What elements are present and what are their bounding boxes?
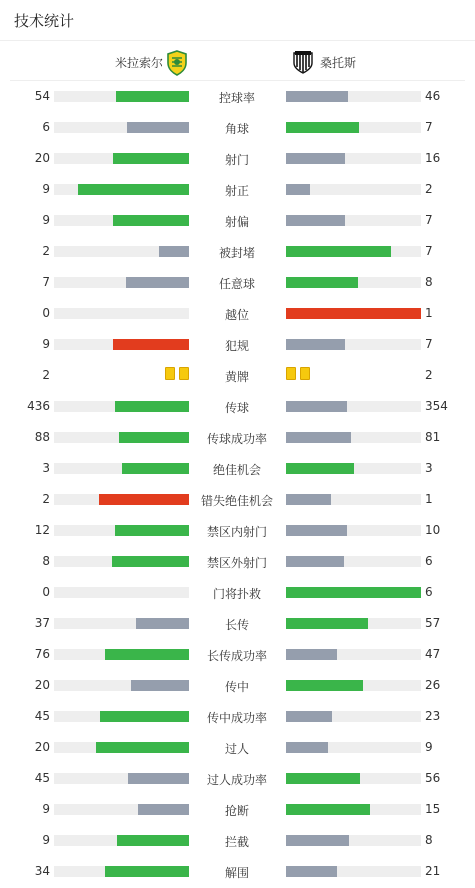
home-stat-bar-track	[54, 184, 189, 195]
yellow-card-icon	[165, 367, 175, 380]
away-team-name: 桑托斯	[320, 56, 357, 70]
away-stat-bar-fill	[286, 184, 310, 195]
yellow-card-icon	[286, 367, 296, 380]
away-stat-bar-track	[286, 432, 421, 443]
title-divider	[0, 40, 475, 41]
stat-label: 绝佳机会	[212, 463, 261, 477]
home-stat-bar-track	[54, 122, 189, 133]
home-stat-bar-fill	[127, 122, 189, 133]
home-stat-bar-fill	[113, 339, 189, 350]
home-stat-bar-track	[54, 773, 189, 784]
away-stat-value: 46	[425, 89, 441, 103]
home-stat-bar-track	[54, 463, 189, 474]
away-stat-value: 8	[425, 833, 433, 847]
away-stat-bar-track	[286, 463, 421, 474]
home-stat-bar-fill	[113, 153, 189, 164]
home-stat-value: 8	[42, 554, 50, 568]
home-stat-bar-track	[54, 680, 189, 691]
home-stat-value: 45	[34, 771, 50, 785]
home-stat-bar-track	[54, 525, 189, 536]
stat-label: 长传	[224, 618, 249, 632]
home-stat-bar-track	[54, 401, 189, 412]
home-stat-bar-fill	[117, 835, 189, 846]
home-stat-value: 2	[42, 244, 50, 258]
away-stat-value: 10	[425, 523, 441, 537]
away-stat-bar-fill	[286, 618, 368, 629]
stat-label: 越位	[224, 308, 249, 322]
stat-row	[0, 453, 475, 484]
stat-row	[0, 81, 475, 112]
away-stat-bar-track	[286, 680, 421, 691]
stat-row	[0, 639, 475, 670]
home-stat-value: 436	[27, 399, 50, 413]
away-stat-bar-fill	[286, 246, 391, 257]
stat-label: 传球成功率	[206, 432, 267, 446]
away-stat-bar-track	[286, 494, 421, 505]
home-stat-value: 9	[42, 833, 50, 847]
home-stat-value: 88	[34, 430, 50, 444]
away-stat-bar-fill	[286, 153, 345, 164]
stats-list	[0, 81, 475, 887]
home-stat-value: 0	[42, 585, 50, 599]
stat-row	[0, 391, 475, 422]
away-stat-value: 6	[425, 585, 433, 599]
stat-label: 传中	[224, 680, 249, 694]
away-stat-bar-fill	[286, 525, 347, 536]
home-stat-bar-fill	[119, 432, 189, 443]
away-stat-bar-track	[286, 525, 421, 536]
home-stat-bar-track	[54, 618, 189, 629]
away-stat-bar-track	[286, 711, 421, 722]
away-stat-bar-fill	[286, 432, 351, 443]
stat-label: 解围	[224, 866, 249, 880]
away-stat-value: 1	[425, 306, 433, 320]
home-stat-bar-track	[54, 711, 189, 722]
stat-row	[0, 236, 475, 267]
home-stat-bar-track	[54, 649, 189, 660]
away-stat-value: 2	[425, 182, 433, 196]
away-stat-bar-track	[286, 215, 421, 226]
home-stat-value: 76	[34, 647, 50, 661]
stat-row	[0, 422, 475, 453]
away-stat-value: 1	[425, 492, 433, 506]
away-stat-bar-track	[286, 91, 421, 102]
away-stat-bar-fill	[286, 122, 359, 133]
stat-row	[0, 329, 475, 360]
away-stat-value: 7	[425, 337, 433, 351]
stat-label: 抢断	[224, 804, 249, 818]
home-stat-value: 34	[34, 864, 50, 878]
away-stat-bar-fill	[286, 866, 337, 877]
home-stat-value: 2	[42, 368, 50, 382]
stat-row	[0, 670, 475, 701]
away-stat-bar-fill	[286, 556, 344, 567]
stat-label: 传中成功率	[206, 711, 267, 725]
away-stat-value: 57	[425, 616, 441, 630]
stat-row	[0, 732, 475, 763]
home-stat-bar-track	[54, 91, 189, 102]
away-stat-value: 16	[425, 151, 441, 165]
home-stat-value: 20	[34, 678, 50, 692]
mirassol-crest-icon	[166, 50, 188, 76]
stat-label: 被封堵	[218, 246, 255, 260]
stat-label: 门将扑救	[212, 587, 261, 601]
home-stat-bar-track	[54, 339, 189, 350]
away-stat-bar-fill	[286, 308, 421, 319]
stat-label: 禁区内射门	[206, 525, 267, 539]
home-stat-bar-track	[54, 494, 189, 505]
yellow-card-icon	[300, 367, 310, 380]
away-stat-bar-track	[286, 246, 421, 257]
away-stat-bar-track	[286, 649, 421, 660]
home-stat-bar-track	[54, 587, 189, 598]
away-stat-value: 56	[425, 771, 441, 785]
stat-label: 传球	[224, 401, 249, 415]
home-stat-value: 0	[42, 306, 50, 320]
home-stat-bar-fill	[99, 494, 189, 505]
away-stat-value: 21	[425, 864, 441, 878]
away-stat-bar-fill	[286, 494, 331, 505]
home-stat-bar-fill	[138, 804, 189, 815]
away-stat-bar-track	[286, 339, 421, 350]
home-stat-value: 2	[42, 492, 50, 506]
stat-row	[0, 174, 475, 205]
home-stat-bar-track	[54, 153, 189, 164]
stat-label: 角球	[224, 122, 249, 136]
home-stat-value: 7	[42, 275, 50, 289]
home-stat-value: 9	[42, 182, 50, 196]
home-stat-value: 45	[34, 709, 50, 723]
stat-row	[0, 143, 475, 174]
home-stat-bar-fill	[105, 649, 189, 660]
home-stat-bar-fill	[115, 401, 189, 412]
home-stat-bar-track	[54, 215, 189, 226]
stat-label: 长传成功率	[206, 649, 267, 663]
away-stat-value: 6	[425, 554, 433, 568]
home-stat-bar-fill	[78, 184, 189, 195]
stat-row	[0, 112, 475, 143]
home-stat-value: 37	[34, 616, 50, 630]
away-stat-bar-track	[286, 773, 421, 784]
away-stat-value: 7	[425, 213, 433, 227]
away-stat-bar-track	[286, 308, 421, 319]
home-stat-bar-track	[54, 277, 189, 288]
stat-label: 犯规	[224, 339, 249, 353]
home-stat-value: 54	[34, 89, 50, 103]
stat-row	[0, 205, 475, 236]
away-stat-value: 26	[425, 678, 441, 692]
santos-crest-icon	[292, 50, 314, 74]
stat-label: 任意球	[218, 277, 255, 291]
away-stat-bar-track	[286, 742, 421, 753]
home-stat-bar-fill	[116, 91, 189, 102]
away-stat-bar-fill	[286, 587, 421, 598]
home-stat-bar-fill	[105, 866, 189, 877]
stat-row	[0, 701, 475, 732]
home-stat-bar-fill	[122, 463, 190, 474]
stat-label: 拦截	[224, 835, 249, 849]
teams-header	[0, 46, 475, 80]
home-stat-value: 20	[34, 740, 50, 754]
stat-row	[0, 515, 475, 546]
home-stat-bar-track	[54, 246, 189, 257]
home-stat-bar-fill	[126, 277, 189, 288]
away-stat-value: 8	[425, 275, 433, 289]
stat-row	[0, 577, 475, 608]
page-title: 技术统计	[14, 12, 75, 30]
away-stat-bar-track	[286, 556, 421, 567]
home-stat-bar-track	[54, 866, 189, 877]
away-stat-value: 3	[425, 461, 433, 475]
stat-row	[0, 267, 475, 298]
away-stat-bar-fill	[286, 804, 370, 815]
away-stat-bar-track	[286, 153, 421, 164]
away-stat-value: 354	[425, 399, 448, 413]
stat-label: 错失绝佳机会	[200, 494, 273, 508]
home-stat-bar-fill	[159, 246, 189, 257]
stat-label: 控球率	[218, 91, 255, 105]
home-stat-bar-track	[54, 308, 189, 319]
stat-row	[0, 298, 475, 329]
away-stat-bar-fill	[286, 680, 363, 691]
away-stat-bar-fill	[286, 401, 347, 412]
stat-row	[0, 608, 475, 639]
home-stat-bar-fill	[136, 618, 189, 629]
away-stat-bar-track	[286, 587, 421, 598]
stat-row	[0, 763, 475, 794]
away-stat-bar-track	[286, 122, 421, 133]
home-stat-value: 20	[34, 151, 50, 165]
away-stat-value: 15	[425, 802, 441, 816]
away-stat-bar-fill	[286, 277, 358, 288]
away-stat-bar-track	[286, 866, 421, 877]
stat-row	[0, 825, 475, 856]
away-stat-bar-track	[286, 401, 421, 412]
stat-label: 过人成功率	[206, 773, 267, 787]
home-stat-value: 9	[42, 337, 50, 351]
stat-row	[0, 484, 475, 515]
home-stat-bar-fill	[128, 773, 189, 784]
away-stat-bar-fill	[286, 773, 360, 784]
stat-label: 过人	[224, 742, 249, 756]
home-stat-bar-fill	[113, 215, 189, 226]
home-stat-value: 12	[34, 523, 50, 537]
home-stat-value: 6	[42, 120, 50, 134]
home-stat-bar-fill	[112, 556, 189, 567]
away-stat-bar-track	[286, 277, 421, 288]
stat-label: 黄牌	[224, 370, 249, 384]
home-stat-value: 9	[42, 802, 50, 816]
stat-row	[0, 360, 475, 391]
home-stat-bar-fill	[131, 680, 189, 691]
stat-label: 射正	[224, 184, 249, 198]
away-stat-bar-fill	[286, 711, 332, 722]
away-stat-value: 23	[425, 709, 441, 723]
away-stat-bar-track	[286, 618, 421, 629]
away-yellow-cards	[286, 367, 310, 380]
home-stat-value: 9	[42, 213, 50, 227]
stat-row	[0, 794, 475, 825]
home-stat-bar-fill	[96, 742, 189, 753]
away-stat-bar-fill	[286, 742, 328, 753]
away-stat-value: 7	[425, 244, 433, 258]
home-yellow-cards	[165, 367, 189, 380]
stat-label: 射门	[224, 153, 249, 167]
home-stat-value: 3	[42, 461, 50, 475]
away-stat-value: 81	[425, 430, 441, 444]
home-stat-bar-track	[54, 556, 189, 567]
away-stat-bar-fill	[286, 463, 354, 474]
home-stat-bar-track	[54, 835, 189, 846]
home-team-name: 米拉索尔	[114, 56, 163, 70]
away-stat-bar-fill	[286, 215, 345, 226]
away-stat-bar-fill	[286, 649, 337, 660]
away-stat-bar-track	[286, 804, 421, 815]
away-stat-value: 9	[425, 740, 433, 754]
away-stat-bar-track	[286, 184, 421, 195]
stat-row	[0, 856, 475, 887]
home-stat-bar-track	[54, 432, 189, 443]
home-stat-bar-track	[54, 742, 189, 753]
away-stat-value: 47	[425, 647, 441, 661]
away-stat-value: 2	[425, 368, 433, 382]
away-stat-bar-fill	[286, 91, 348, 102]
stat-label: 射偏	[224, 215, 249, 229]
away-stat-bar-track	[286, 835, 421, 846]
home-stat-bar-track	[54, 804, 189, 815]
home-stat-bar-fill	[115, 525, 189, 536]
away-stat-value: 7	[425, 120, 433, 134]
away-stat-bar-fill	[286, 339, 345, 350]
away-stat-bar-fill	[286, 835, 349, 846]
stat-row	[0, 546, 475, 577]
stat-label: 禁区外射门	[206, 556, 267, 570]
home-stat-bar-fill	[100, 711, 189, 722]
